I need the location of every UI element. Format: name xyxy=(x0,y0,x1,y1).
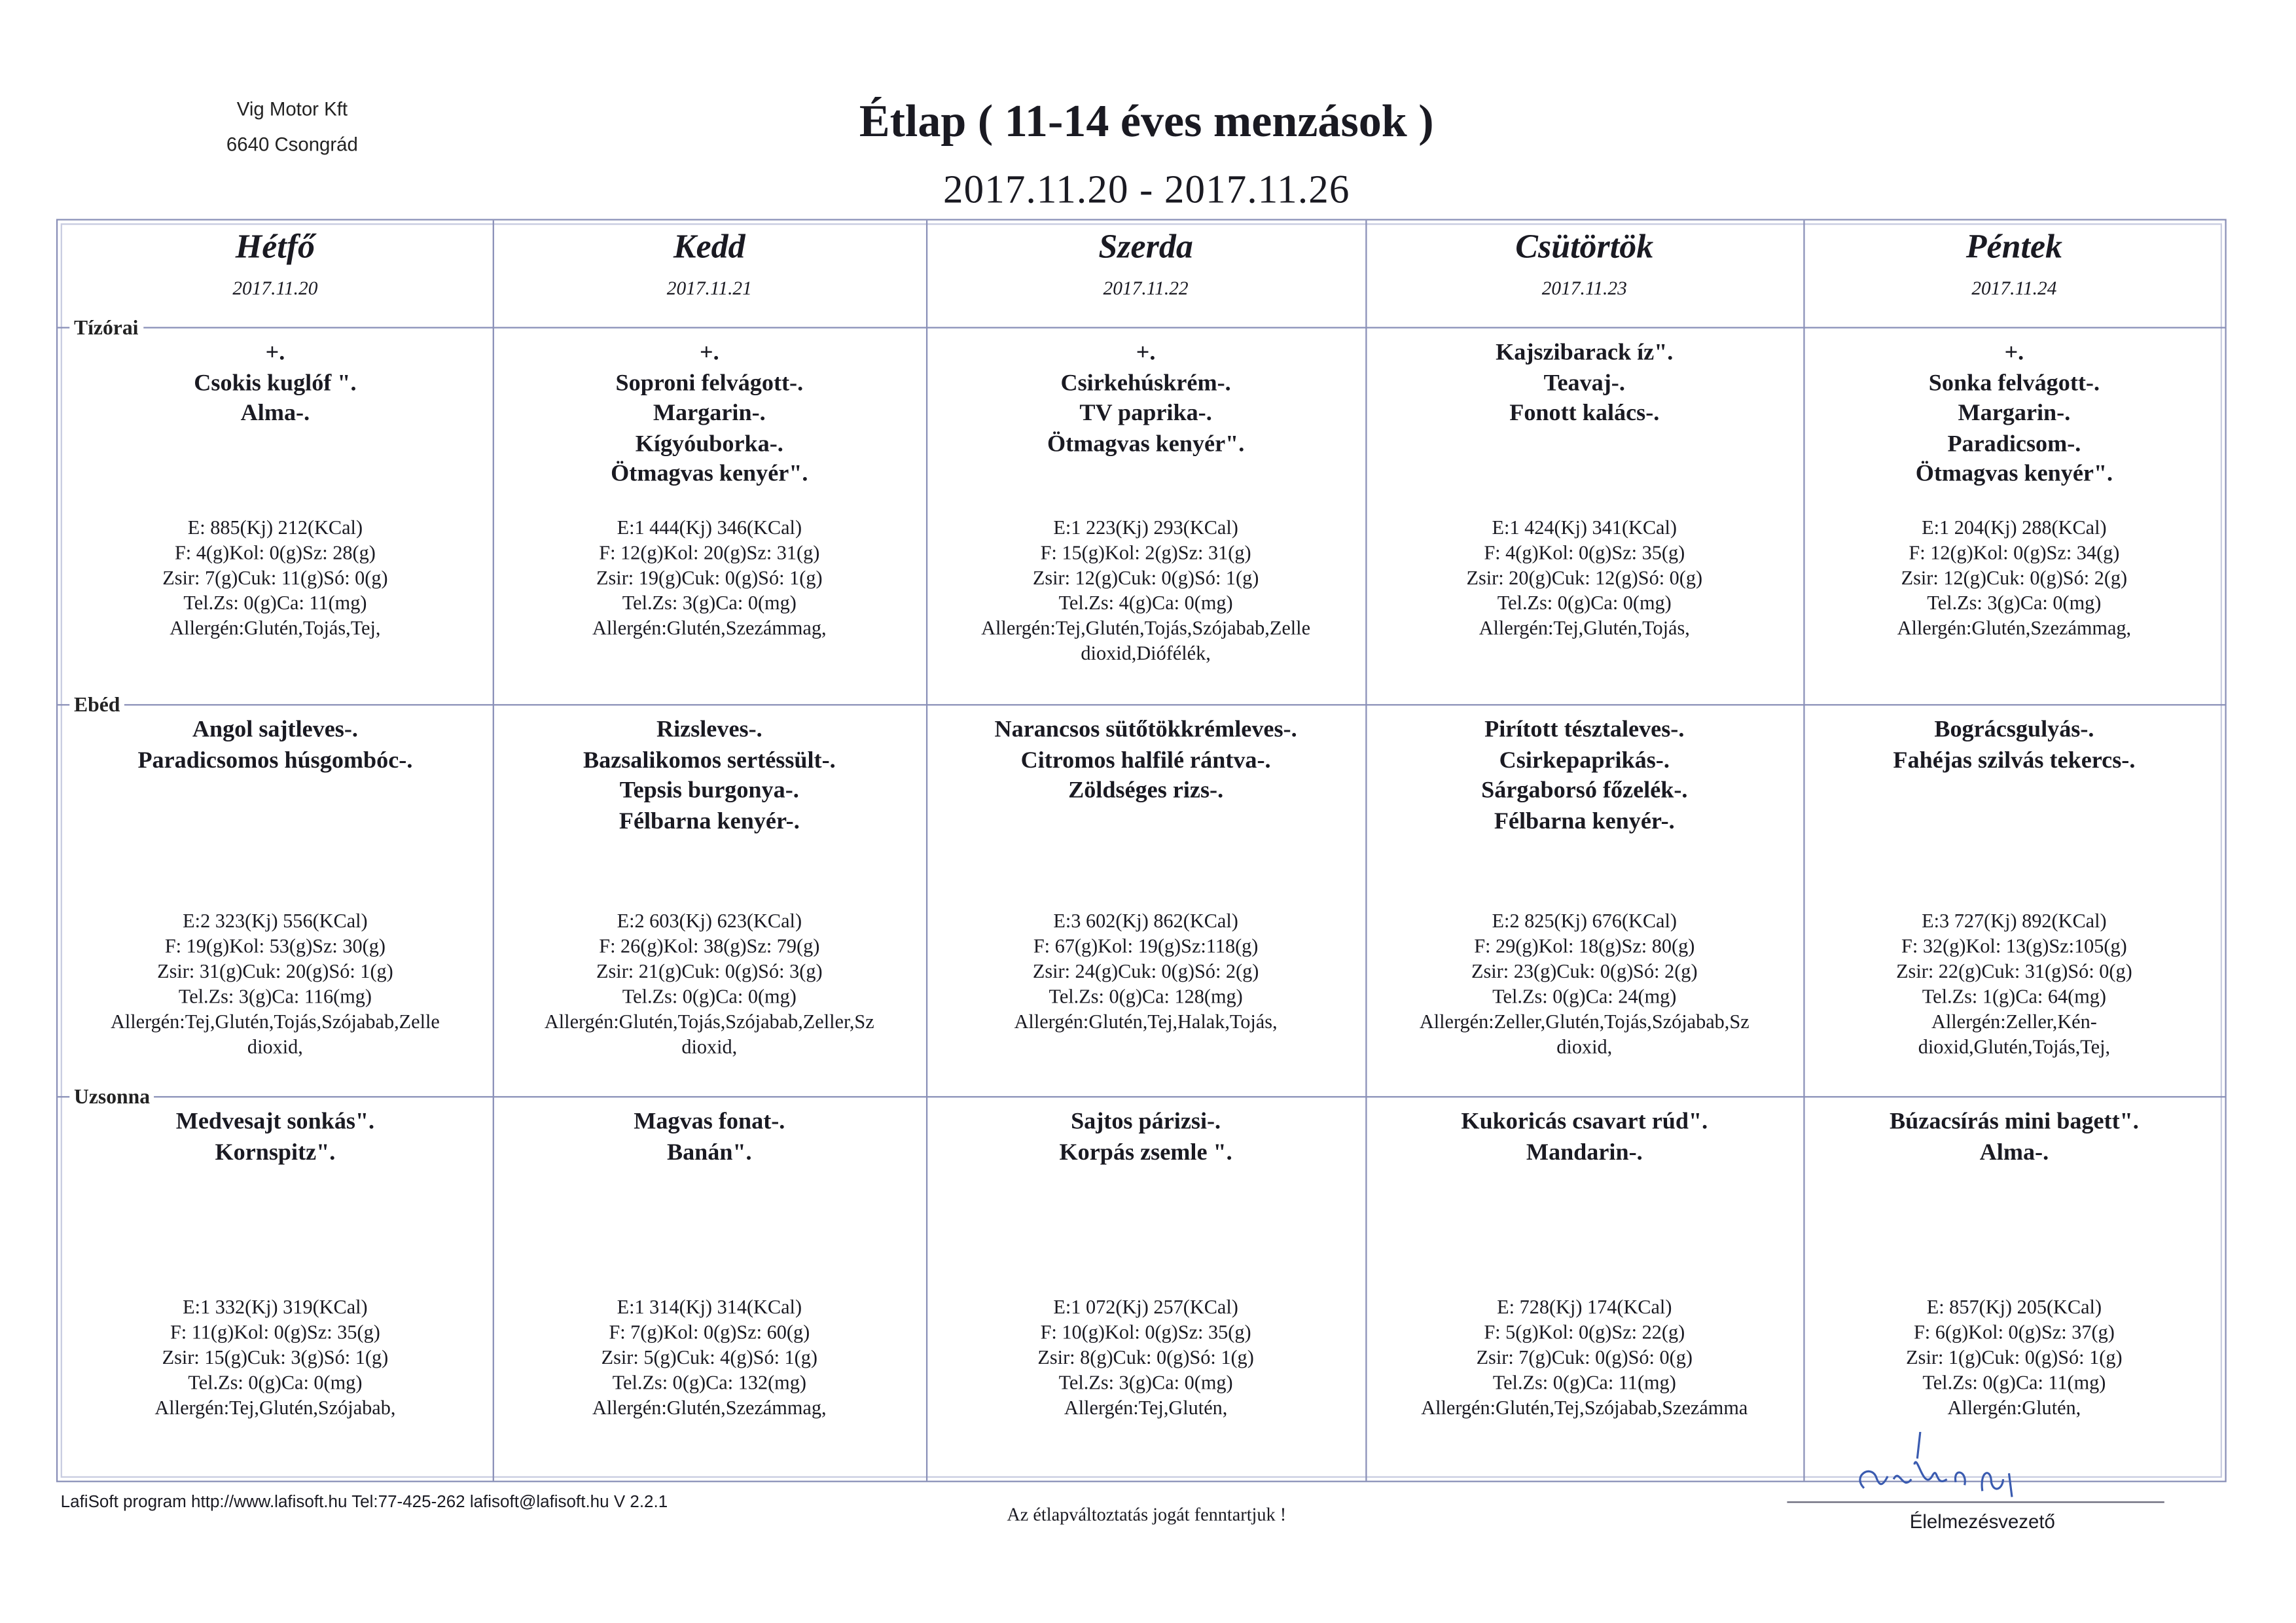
nutrition-line: dioxid, xyxy=(1556,1035,1613,1058)
meal-item: +. xyxy=(265,340,285,366)
menu-cell xyxy=(926,327,1365,704)
nutrition-info xyxy=(1365,910,1803,1060)
nutrition-line: E:2 603(Kj) 623(KCal) xyxy=(617,910,802,932)
meal-items xyxy=(58,339,493,430)
meal-item: Ötmagvas kenyér". xyxy=(1915,461,2113,487)
meal-item: Kukoricás csavart rúd". xyxy=(1461,1109,1708,1135)
meal-item: Kajszibarack íz". xyxy=(1496,340,1674,366)
meal-items xyxy=(926,339,1365,460)
nutrition-line: F: 12(g)Kol: 20(g)Sz: 31(g) xyxy=(599,541,820,563)
nutrition-line: E:1 314(Kj) 314(KCal) xyxy=(617,1296,802,1318)
nutrition-line: Zsir: 8(g)Cuk: 0(g)Só: 1(g) xyxy=(1037,1346,1254,1368)
day-date: 2017.11.22 xyxy=(1103,276,1189,299)
nutrition-line: E:2 323(Kj) 556(KCal) xyxy=(183,910,368,932)
nutrition-line: E: 885(Kj) 212(KCal) xyxy=(187,516,363,539)
day-header xyxy=(493,221,926,327)
nutrition-line: Allergén:Glutén,Tojás,Tej, xyxy=(170,616,381,639)
page-title: Étlap ( 11-14 éves menzások ) xyxy=(859,94,1434,147)
meal-items xyxy=(1803,1108,2225,1169)
meal-item: Sárgaborsó főzelék-. xyxy=(1481,777,1688,804)
meal-items xyxy=(58,1108,493,1169)
nutrition-line: Zsir: 20(g)Cuk: 12(g)Só: 0(g) xyxy=(1466,566,1703,589)
nutrition-info xyxy=(493,1296,926,1421)
meal-item: Mandarin-. xyxy=(1526,1139,1643,1165)
nutrition-line: E:1 444(Kj) 346(KCal) xyxy=(617,516,802,539)
menu-cell xyxy=(58,1096,493,1481)
nutrition-line: dioxid,Glutén,Tojás,Tej, xyxy=(1918,1035,2111,1058)
nutrition-line: F: 5(g)Kol: 0(g)Sz: 22(g) xyxy=(1484,1321,1685,1344)
nutrition-line: F: 12(g)Kol: 0(g)Sz: 34(g) xyxy=(1909,541,2120,563)
nutrition-line: Zsir: 7(g)Cuk: 11(g)Só: 0(g) xyxy=(162,566,388,589)
nutrition-line: dioxid,Diófélék, xyxy=(1081,641,1211,664)
nutrition-line: Allergén:Zeller,Kén- xyxy=(1931,1009,2097,1032)
nutrition-info xyxy=(1803,1296,2225,1421)
nutrition-line: Allergén:Glutén,Tojás,Szójabab,Zeller,Sz xyxy=(544,1009,874,1032)
meal-item: Sonka felvágott-. xyxy=(1928,370,2100,396)
nutrition-line: Zsir: 24(g)Cuk: 0(g)Só: 2(g) xyxy=(1032,959,1259,982)
meal-item: Bazsalikomos sertéssült-. xyxy=(583,747,836,774)
nutrition-line: E:1 223(Kj) 293(KCal) xyxy=(1053,516,1238,539)
meal-item: Angol sajtleves-. xyxy=(192,717,358,743)
nutrition-line: F: 7(g)Kol: 0(g)Sz: 60(g) xyxy=(609,1321,810,1344)
nutrition-line: Allergén:Tej,Glutén,Tojás, xyxy=(1479,616,1690,639)
meal-item: Csokis kuglóf ". xyxy=(194,370,357,396)
date-range: 2017.11.20 - 2017.11.26 xyxy=(942,167,1350,212)
meal-item: Margarin-. xyxy=(653,401,766,426)
meal-items xyxy=(1365,1108,1803,1169)
company-address: 6640 Csongrád xyxy=(226,133,358,156)
nutrition-line: E: 728(Kj) 174(KCal) xyxy=(1497,1296,1672,1318)
nutrition-line: Allergén:Tej,Glutén,Tojás,Szójabab,Zelle xyxy=(110,1009,440,1032)
nutrition-line: F: 15(g)Kol: 2(g)Sz: 31(g) xyxy=(1040,541,1251,563)
meal-item: Banán". xyxy=(666,1139,752,1165)
meal-items xyxy=(1365,339,1803,430)
day-name: Csütörtök xyxy=(1515,228,1654,265)
day-header xyxy=(926,221,1365,327)
menu-cell xyxy=(926,704,1365,1096)
day-name: Kedd xyxy=(673,228,745,265)
nutrition-line: Zsir: 12(g)Cuk: 0(g)Só: 2(g) xyxy=(1901,566,2128,589)
nutrition-line: F: 19(g)Kol: 53(g)Sz: 30(g) xyxy=(164,935,386,957)
menu-cell xyxy=(493,327,926,704)
meal-items xyxy=(1803,339,2225,491)
day-name: Szerda xyxy=(1098,228,1193,265)
meal-item: Pirított tésztaleves-. xyxy=(1484,717,1685,743)
meal-item: Alma-. xyxy=(240,401,310,426)
nutrition-info xyxy=(926,516,1365,666)
company-name: Vig Motor Kft xyxy=(236,98,348,120)
nutrition-line: Allergén:Zeller,Glutén,Tojás,Szójabab,Sz xyxy=(1419,1009,1749,1032)
nutrition-line: Zsir: 15(g)Cuk: 3(g)Só: 1(g) xyxy=(162,1346,389,1368)
menu-cell xyxy=(1803,327,2225,704)
meal-item: Zöldséges rizs-. xyxy=(1068,777,1224,804)
nutrition-line: Zsir: 21(g)Cuk: 0(g)Só: 3(g) xyxy=(596,959,823,982)
meal-row-label: Ebéd xyxy=(69,695,124,719)
nutrition-line: Tel.Zs: 0(g)Ca: 11(mg) xyxy=(1922,1370,2106,1393)
meal-item: Fahéjas szilvás tekercs-. xyxy=(1893,747,2136,774)
nutrition-line: Tel.Zs: 3(g)Ca: 0(mg) xyxy=(1927,591,2102,614)
meal-item: Csirkepaprikás-. xyxy=(1499,747,1670,774)
nutrition-line: F: 26(g)Kol: 38(g)Sz: 79(g) xyxy=(599,935,820,957)
meal-items xyxy=(493,339,926,491)
meal-item: +. xyxy=(1136,340,1156,366)
software-info: LafiSoft program http://www.lafisoft.hu Tel:77-425-262 lafisoft@lafisoft.hu V 2.2.1 xyxy=(60,1493,668,1512)
meal-row-label: Tízórai xyxy=(69,318,143,342)
meal-items xyxy=(58,716,493,777)
nutrition-line: E:1 424(Kj) 341(KCal) xyxy=(1492,516,1677,539)
nutrition-line: E:2 825(Kj) 676(KCal) xyxy=(1492,910,1677,932)
nutrition-line: Zsir: 5(g)Cuk: 4(g)Só: 1(g) xyxy=(601,1346,817,1368)
menu-cell xyxy=(1803,1096,2225,1481)
nutrition-line: E: 857(Kj) 205(KCal) xyxy=(1926,1296,2102,1318)
meal-item: Rizsleves-. xyxy=(656,717,762,743)
nutrition-line: E:3 602(Kj) 862(KCal) xyxy=(1053,910,1238,932)
nutrition-line: Allergén:Glutén,Szezámmag, xyxy=(1897,616,2132,639)
menu-cell xyxy=(1365,704,1803,1096)
nutrition-line: Allergén:Tej,Glutén, xyxy=(1064,1395,1228,1418)
nutrition-line: Allergén:Glutén,Szezámmag, xyxy=(592,1395,827,1418)
meal-items xyxy=(926,716,1365,807)
menu-cell xyxy=(58,327,493,704)
nutrition-line: F: 11(g)Kol: 0(g)Sz: 35(g) xyxy=(170,1321,380,1344)
nutrition-line: dioxid, xyxy=(681,1035,738,1058)
nutrition-line: E:1 204(Kj) 288(KCal) xyxy=(1922,516,2107,539)
nutrition-line: Tel.Zs: 0(g)Ca: 0(mg) xyxy=(1497,591,1672,614)
signature-label: Élelmezésvezető xyxy=(1909,1510,2055,1533)
signature-line xyxy=(1787,1501,2164,1503)
day-name: Hétfő xyxy=(235,228,315,265)
meal-item: Sajtos párizsi-. xyxy=(1071,1109,1221,1135)
nutrition-line: dioxid, xyxy=(247,1035,303,1058)
day-date: 2017.11.23 xyxy=(1541,276,1627,299)
nutrition-info xyxy=(1803,516,2225,641)
nutrition-line: Tel.Zs: 0(g)Ca: 0(mg) xyxy=(188,1370,363,1393)
meal-item: Medvesajt sonkás". xyxy=(175,1109,375,1135)
day-header xyxy=(1803,221,2225,327)
meal-items xyxy=(493,716,926,837)
nutrition-info xyxy=(58,516,493,641)
meal-item: TV paprika-. xyxy=(1079,401,1212,426)
nutrition-line: Allergén:Glutén,Tej,Halak,Tojás, xyxy=(1014,1009,1278,1032)
meal-item: Korpás zsemle ". xyxy=(1059,1139,1232,1165)
nutrition-line: Allergén:Glutén,Tej,Szójabab,Szezámma xyxy=(1421,1395,1748,1418)
meal-item: Kígyóuborka-. xyxy=(635,431,783,457)
nutrition-line: F: 29(g)Kol: 18(g)Sz: 80(g) xyxy=(1474,935,1695,957)
meal-items xyxy=(493,1108,926,1169)
nutrition-line: Tel.Zs: 3(g)Ca: 0(mg) xyxy=(622,591,797,614)
meal-item: +. xyxy=(2004,340,2024,366)
nutrition-line: Zsir: 12(g)Cuk: 0(g)Só: 1(g) xyxy=(1032,566,1259,589)
meal-item: Paradicsomos húsgombóc-. xyxy=(137,747,413,774)
meal-item: Citromos halfilé rántva-. xyxy=(1020,747,1271,774)
nutrition-line: Tel.Zs: 0(g)Ca: 132(mg) xyxy=(612,1370,806,1393)
day-date: 2017.11.24 xyxy=(1971,276,2057,299)
meal-item: Ötmagvas kenyér". xyxy=(1047,431,1245,457)
nutrition-line: F: 10(g)Kol: 0(g)Sz: 35(g) xyxy=(1040,1321,1251,1344)
nutrition-info xyxy=(1365,516,1803,641)
meal-item: +. xyxy=(699,340,719,366)
menu-cell xyxy=(58,704,493,1096)
nutrition-line: Allergén:Tej,Glutén,Tojás,Szójabab,Zelle xyxy=(981,616,1311,639)
nutrition-line: Tel.Zs: 0(g)Ca: 0(mg) xyxy=(622,984,797,1007)
nutrition-line: E:1 072(Kj) 257(KCal) xyxy=(1053,1296,1238,1318)
nutrition-line: Tel.Zs: 0(g)Ca: 11(mg) xyxy=(1492,1370,1676,1393)
nutrition-line: F: 4(g)Kol: 0(g)Sz: 28(g) xyxy=(174,541,376,563)
nutrition-line: Tel.Zs: 1(g)Ca: 64(mg) xyxy=(1922,984,2106,1007)
meal-item: Soproni felvágott-. xyxy=(615,370,804,396)
nutrition-info xyxy=(1803,910,2225,1060)
nutrition-info xyxy=(493,910,926,1060)
nutrition-info xyxy=(493,516,926,641)
meal-item: Paradicsom-. xyxy=(1947,431,2081,457)
meal-item: Teavaj-. xyxy=(1543,370,1625,396)
nutrition-line: F: 6(g)Kol: 0(g)Sz: 37(g) xyxy=(1913,1321,2115,1344)
nutrition-line: E:3 727(Kj) 892(KCal) xyxy=(1922,910,2107,932)
change-notice: Az étlapváltoztatás jogát fenntartjuk ! xyxy=(1007,1504,1287,1525)
nutrition-line: Tel.Zs: 4(g)Ca: 0(mg) xyxy=(1058,591,1233,614)
meal-item: Margarin-. xyxy=(1958,401,2071,426)
nutrition-line: Zsir: 23(g)Cuk: 0(g)Só: 2(g) xyxy=(1471,959,1698,982)
day-header xyxy=(58,221,493,327)
meal-items xyxy=(926,1108,1365,1169)
meal-items xyxy=(1803,716,2225,777)
meal-item: Kornspitz". xyxy=(215,1139,336,1165)
nutrition-line: Allergén:Glutén, xyxy=(1947,1395,2081,1418)
nutrition-line: Tel.Zs: 3(g)Ca: 0(mg) xyxy=(1058,1370,1233,1393)
meal-item: Tepsis burgonya-. xyxy=(619,777,799,804)
nutrition-line: Zsir: 31(g)Cuk: 20(g)Só: 1(g) xyxy=(157,959,393,982)
nutrition-line: Tel.Zs: 0(g)Ca: 11(mg) xyxy=(183,591,367,614)
day-header xyxy=(1365,221,1803,327)
nutrition-line: Zsir: 22(g)Cuk: 31(g)Só: 0(g) xyxy=(1896,959,2132,982)
meal-item: Bográcsgulyás-. xyxy=(1934,717,2094,743)
meal-item: Félbarna kenyér-. xyxy=(1494,808,1675,834)
nutrition-info xyxy=(926,910,1365,1035)
meal-item: Csirkehúskrém-. xyxy=(1060,370,1231,396)
meal-item: Fonott kalács-. xyxy=(1509,401,1660,426)
nutrition-line: Zsir: 1(g)Cuk: 0(g)Só: 1(g) xyxy=(1906,1346,2123,1368)
menu-cell xyxy=(1365,327,1803,704)
meal-row-label: Uzsonna xyxy=(69,1087,154,1111)
nutrition-line: F: 4(g)Kol: 0(g)Sz: 35(g) xyxy=(1484,541,1685,563)
day-date: 2017.11.20 xyxy=(232,276,318,299)
nutrition-line: F: 67(g)Kol: 19(g)Sz:118(g) xyxy=(1033,935,1259,957)
meal-item: Narancsos sütőtökkrémleves-. xyxy=(994,717,1297,743)
menu-table xyxy=(56,219,2227,1482)
nutrition-line: Zsir: 19(g)Cuk: 0(g)Só: 1(g) xyxy=(596,566,823,589)
meal-item: Búzacsírás mini bagett". xyxy=(1890,1109,2139,1135)
meal-items xyxy=(1365,716,1803,837)
menu-cell xyxy=(493,1096,926,1481)
day-date: 2017.11.21 xyxy=(666,276,752,299)
meal-item: Ötmagvas kenyér". xyxy=(611,461,808,487)
nutrition-line: Allergén:Tej,Glutén,Szójabab, xyxy=(154,1395,396,1418)
nutrition-line: Allergén:Glutén,Szezámmag, xyxy=(592,616,827,639)
menu-cell xyxy=(1365,1096,1803,1481)
nutrition-line: Tel.Zs: 3(g)Ca: 116(mg) xyxy=(178,984,372,1007)
menu-cell xyxy=(493,704,926,1096)
menu-cell xyxy=(926,1096,1365,1481)
day-name: Péntek xyxy=(1965,228,2063,265)
meal-item: Alma-. xyxy=(1979,1139,2049,1165)
menu-cell xyxy=(1803,704,2225,1096)
nutrition-info xyxy=(58,1296,493,1421)
meal-item: Magvas fonat-. xyxy=(634,1109,785,1135)
nutrition-line: Zsir: 7(g)Cuk: 0(g)Só: 0(g) xyxy=(1476,1346,1693,1368)
nutrition-line: Tel.Zs: 0(g)Ca: 128(mg) xyxy=(1049,984,1243,1007)
nutrition-line: F: 32(g)Kol: 13(g)Sz:105(g) xyxy=(1901,935,2127,957)
nutrition-info xyxy=(1365,1296,1803,1421)
nutrition-info xyxy=(926,1296,1365,1421)
nutrition-line: E:1 332(Kj) 319(KCal) xyxy=(183,1296,368,1318)
nutrition-info xyxy=(58,910,493,1060)
nutrition-line: Tel.Zs: 0(g)Ca: 24(mg) xyxy=(1492,984,1677,1007)
meal-item: Félbarna kenyér-. xyxy=(619,808,800,834)
